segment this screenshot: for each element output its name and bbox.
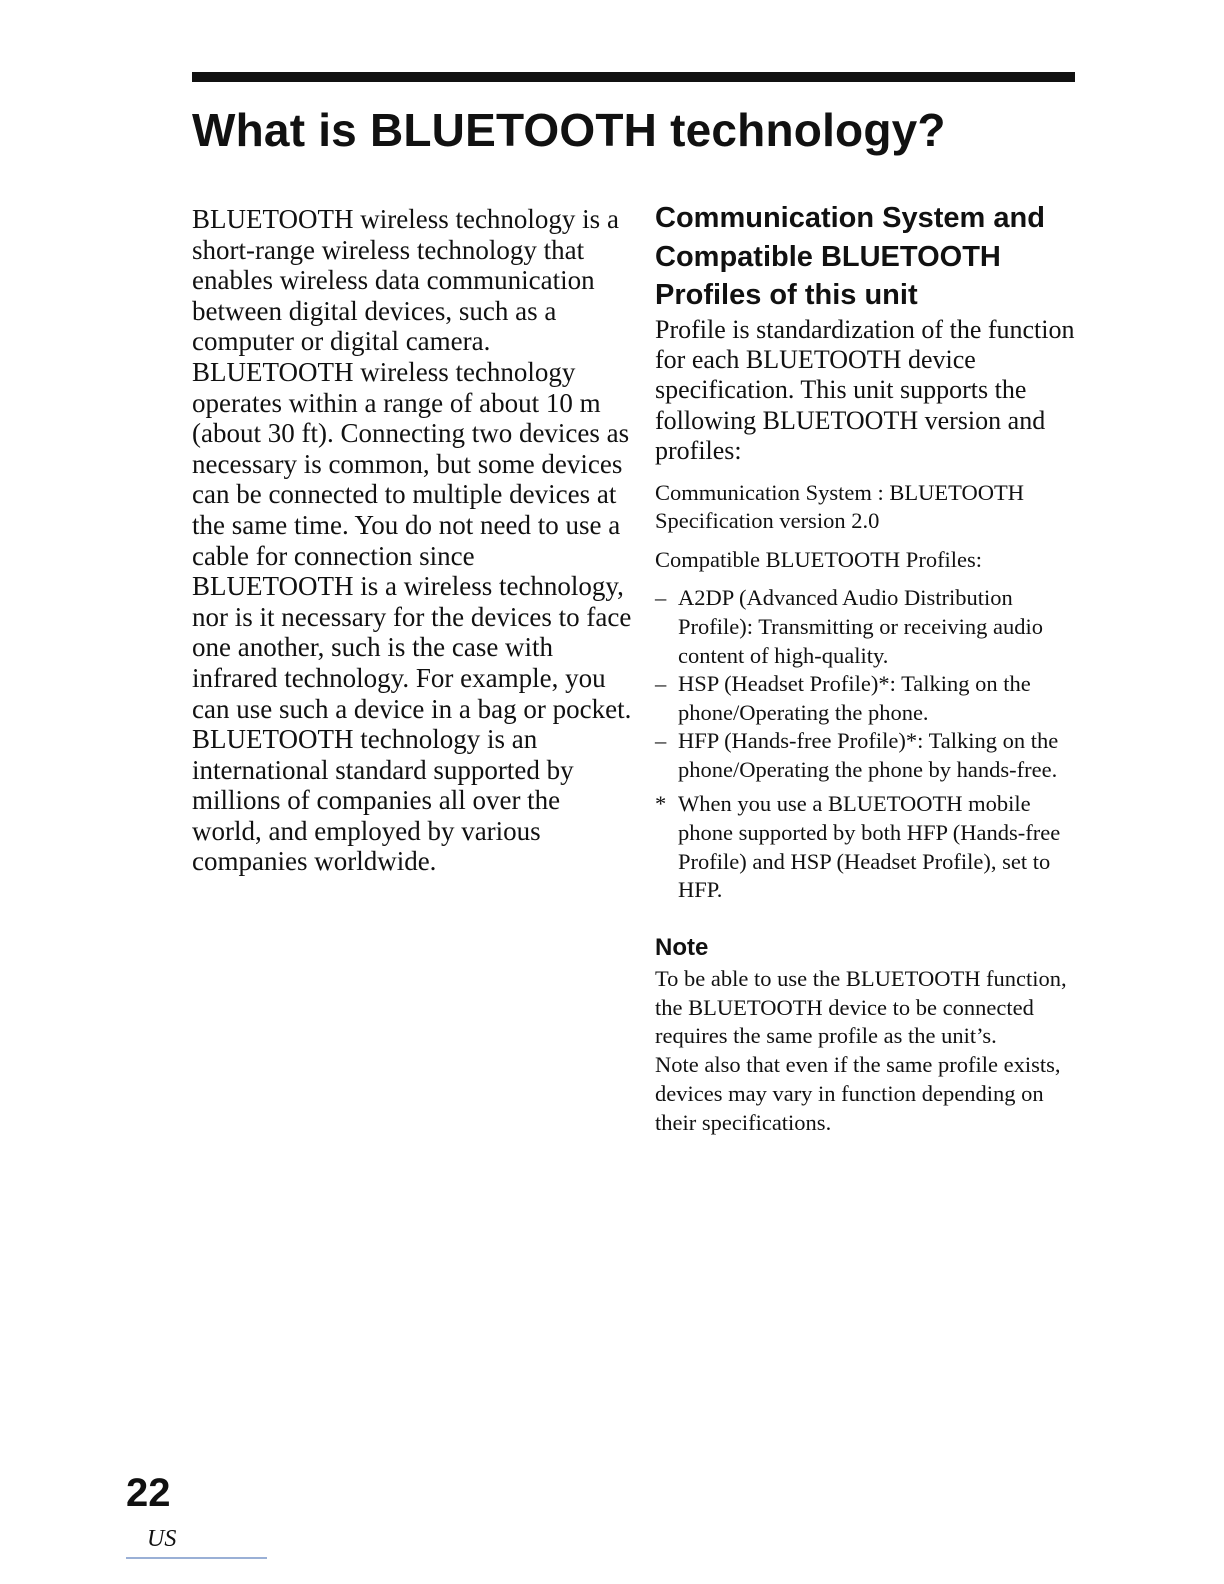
communication-system: Communication System : BLUETOOTH Specification version 2.0	[655, 479, 1024, 534]
list-item	[655, 727, 1080, 784]
note-heading: Note	[655, 933, 709, 961]
right-column	[655, 199, 1080, 1138]
left-column	[192, 204, 632, 877]
standard-paragraph: BLUETOOTH technology is an international standard supported by millions of companies all over the world, and employed by various companies worldwide.	[192, 724, 574, 877]
list-item	[655, 584, 1080, 670]
profile-intro: Profile is standardization of the function for each BLUETOOTH device specification. This unit supports the following BLUETOOTH version and profiles:	[655, 314, 1075, 466]
note-paragraph: To be able to use the BLUETOOTH function, the BLUETOOTH device to be connected requires the same profile as the unit’s.	[655, 965, 1067, 1049]
region-code: US	[147, 1526, 177, 1552]
list-item	[655, 670, 1080, 727]
footnote	[655, 790, 1080, 904]
compatible-profiles-label: Compatible BLUETOOTH Profiles:	[655, 546, 983, 572]
intro-paragraph: BLUETOOTH wireless technology is a short-range wireless technology that enables wireless data communication between digital devices, such as a computer or digital camera. BLUETOOTH wireless technology operates within a range of about 10 m (about 30 ft). Connecting two devices as necessary is common, but some devices can be connected to multiple devices at the same time. You do not need to use a cable for connection since BLUETOOTH is a wireless technology, nor is it necessary for the devices to face one another, such is the case with infrared technology. For example, you can use such a device in a bag or pocket.	[192, 204, 632, 724]
list-item-text: HSP (Headset Profile)*: Talking on the phone/Operating the phone.	[678, 671, 1031, 725]
page-number: 22	[126, 1471, 171, 1515]
asterisk-mark: *	[655, 791, 667, 817]
list-item-text: HFP (Hands-free Profile)*: Talking on the phone/Operating the phone by hands-free.	[678, 728, 1059, 782]
page-title: What is BLUETOOTH technology?	[192, 104, 946, 156]
profile-list	[655, 584, 1080, 784]
section-heading: Communication System and Compatible BLUETOOTH Profiles of this unit	[655, 202, 1045, 311]
list-item-text: A2DP (Advanced Audio Distribution Profile): Transmitting or receiving audio content of high-quality.	[678, 585, 1043, 668]
footnote-text: When you use a BLUETOOTH mobile phone supported by both HFP (Hands-free Profile) and HSP (Headset Profile), set to HFP.	[678, 791, 1061, 903]
dash-bullet: –	[655, 728, 667, 754]
dash-bullet: –	[655, 671, 667, 697]
dash-bullet: –	[655, 585, 667, 611]
top-rule	[192, 72, 1075, 82]
note-paragraph: Note also that even if the same profile exists, devices may vary in function depending on their specifications.	[655, 1052, 1061, 1135]
footer-rule	[126, 1557, 267, 1559]
